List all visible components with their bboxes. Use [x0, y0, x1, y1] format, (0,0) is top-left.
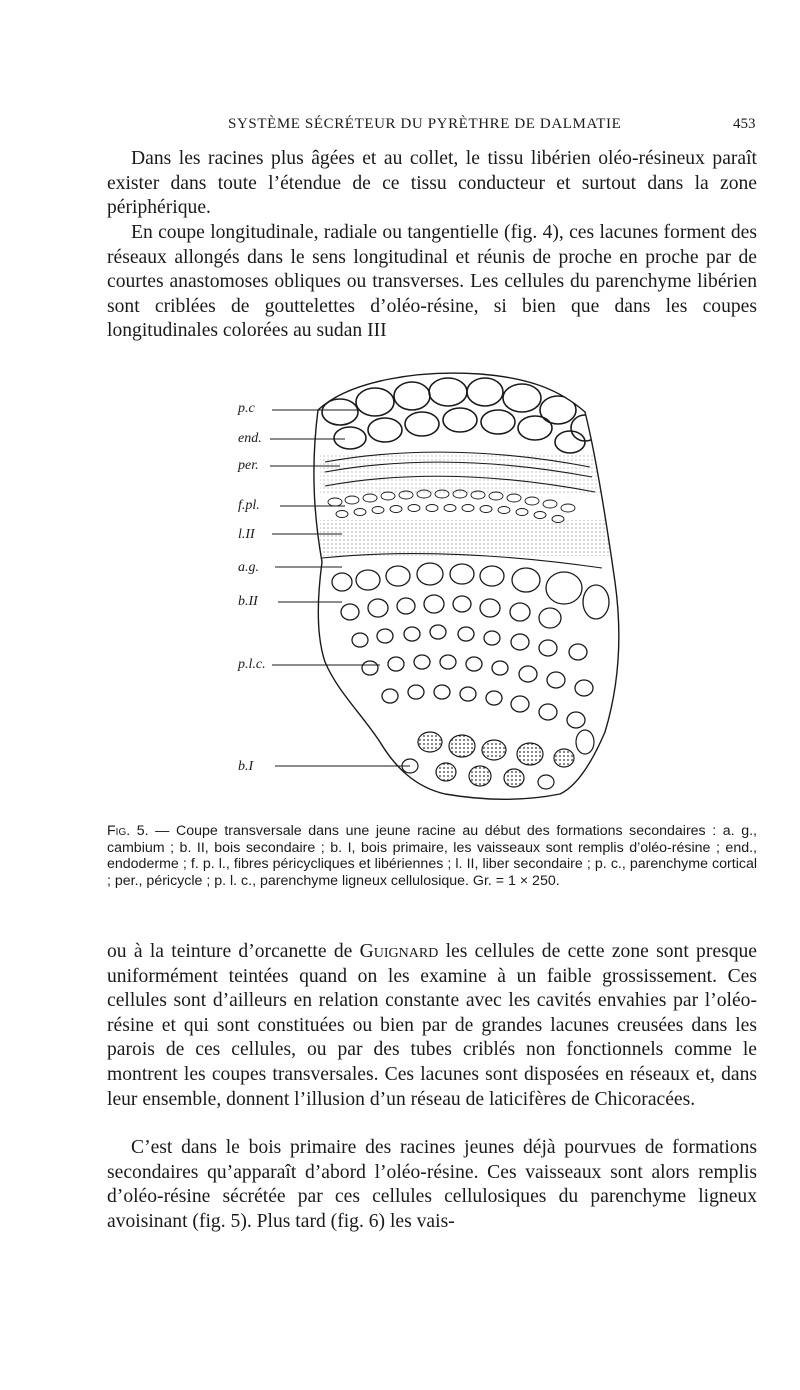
- caption-lead: Fig. 5.: [107, 823, 149, 839]
- paragraph-1: Dans les racines plus âgées et au collet, le tissu libérien oléo-résineux paraît exister dans toute l’étendue de ce tissu conducteur et surtout dans la zone périphérique.: [107, 148, 757, 219]
- label-lII: l.II: [238, 527, 255, 542]
- page-number: 453: [733, 116, 756, 132]
- running-head: SYSTÈME SÉCRÉTEUR DU PYRÈTHRE DE DALMATIE: [228, 116, 622, 132]
- paragraph-3-start: ou à la teinture d’orcanette de: [107, 941, 360, 962]
- label-plc: p.l.c.: [238, 657, 266, 672]
- label-pc: p.c: [238, 401, 255, 416]
- label-bI: b.I: [238, 759, 254, 774]
- paragraph-2: En coupe longitudinale, radiale ou tangentielle (fig. 4), ces lacunes forment des réseaux allongés dans le sens longitudinal et réunis de proche en proche par de courtes anastomoses obliques ou transverses. Les cellules du parenchyme libérien sont criblées de gouttelettes d’oléo-résine, si bien que dans les coupes longitudinales colorées au sudan III: [107, 222, 757, 342]
- paragraph-3: [107, 940, 757, 1112]
- label-end: end.: [238, 431, 262, 446]
- figure-5: [230, 362, 650, 817]
- paragraph-4: C’est dans le bois primaire des racines jeunes déjà pourvues de formations secondaires qu’apparaît d’abord l’oléo-résine. Ces vaisseaux sont alors remplis d’oléo-résine sécrétée par ces cellules cellulosiques du parenchyme ligneux avoisinant (fig. 5). Plus tard (fig. 6) les vais-: [107, 1137, 757, 1232]
- paragraph-3-end: les cellules de cette zone sont presque uniformément teintées quand on les examine à un faible grossissement. Ces cellules sont d’ailleurs en relation constante avec les cavités envahies par l’oléo-résine et qui sont constituées ou bien par de grandes lacunes creusées dans les parois de ces cellules, ou par des tubes criblés non fonctionnels comme le montrent les coupes transversales. Ces lacunes sont disposées en réseaux et, dans leur ensemble, donnent l’illusion d’un réseau de laticifères de Chicoracées.: [107, 941, 757, 1110]
- caption-text: — Coupe transversale dans une jeune racine au début des formations secondaires : a. g., cambium ; b. II, bois secondaire ; b. I, bois primaire, les vaisseaux sont remplis d’oléo-résine ; end., endoderme ; f. p. l., fibres péricycliques et libériennes ; l. II, liber secondaire ; p. c., parenchyme cortical ; per., péricycle ; p. l. c., parenchyme ligneux cellulosique. Gr. = 1 × 250.: [107, 823, 757, 889]
- root-section-drawing: [230, 362, 650, 817]
- label-per: per.: [238, 458, 259, 473]
- label-bII: b.II: [238, 594, 258, 609]
- figure-caption: [107, 823, 757, 889]
- author-name: Guignard: [359, 941, 439, 962]
- label-fpl: f.pl.: [238, 498, 260, 513]
- label-ag: a.g.: [238, 560, 259, 575]
